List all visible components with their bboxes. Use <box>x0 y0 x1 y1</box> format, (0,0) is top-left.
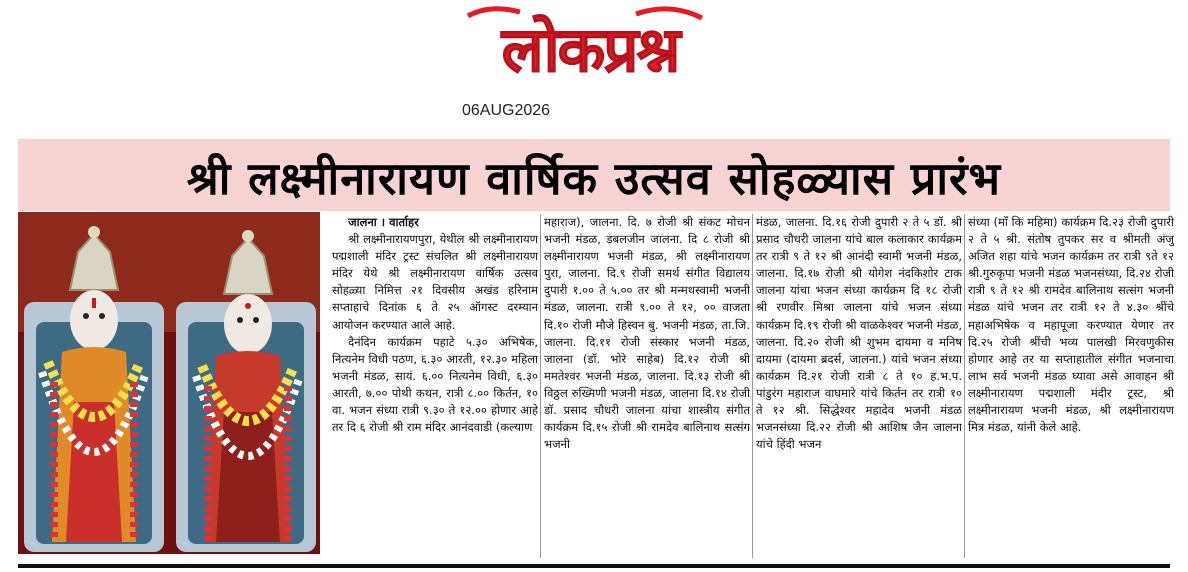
article-dateline: जालना । वार्ताहर <box>348 215 419 229</box>
article-paragraph: संध्या (माँ कि महिमा) कार्यक्रम दि.२३ रोजी दुपारी २ ते ५ श्री. संतोष तुपकर सर व श्रीमती अंजु अजित शहा यांचे भजन कार्यक्रम तर रात्री ९ते १२ श्री.गुरुकृपा भजनी मंडळ भजनसंध्या, दि.२४ रोजी रात्री ९ ते १२ श्री रामदेव बालिनाथ सत्संग भजनी मंडळ यांचे भजन तर रात्री १२ ते ४.३० श्रींचे महाअभिषेक व महापूजा करण्यात येणार तर दि.२५ रोजी श्रींची भव्य पालखी मिरवणुकीस होणार आहे तर या सप्ताहातील संगीत भजनाचा लाभ सर्व भजनी मंडळ घ्यावा असे आवाहन श्री लक्ष्मीनारायण पद्मशाली मंदीर ट्रस्ट, श्री लक्ष्मीनारायण भजनी मंडळ, श्री लक्ष्मीनारायण मित्र मंडळ, यांनी केले आहे. <box>968 215 1174 435</box>
newspaper-masthead <box>440 2 740 102</box>
deity-photo <box>18 212 320 554</box>
article-headline: श्री लक्ष्मीनारायण वार्षिक उत्सव सोहळ्यास प्रारंभ <box>186 152 1002 205</box>
column-divider <box>540 214 541 558</box>
article-body <box>332 214 1180 558</box>
page-bottom-rule <box>18 564 1170 568</box>
column-divider <box>752 214 753 558</box>
article-paragraph: महाराज), जालना. दि. ७ रोजी श्री संकट मोचन भजनी मंडळ, डबलजीन जालना. दि ८ रोजी श्री लक्ष्मीनारायण भजनी मंडळ, श्री लक्ष्मीनारायण पुरा, जालना. दि.९ रोजी समर्थ संगीत विद्यालय दुपारी १.०० ते ५.०० तर श्री मन्मथस्वामी भजनी मंडळ, जालना. रात्री ९.०० ते १२, ०० वाजता दि.१० रोजी मौजे हिस्वन बु. भजनी मंडळ, ता.जि. जालना. दि.११ रोजी संस्कार भजनी मंडळ, जालना (डॉ. भोरे साहेब) दि.१२ रोजी श्री ममतेश्वर भजनी मंडळ, जालना. दि.१३ रोजी श्री विठ्ठल रुख्मिणी भजनी मंडळ, जालना दि.१४ रोजी डॉ. प्रसाद चौधरी जालना यांचा शास्त्रीय संगीत कार्यक्रम दि.१५ रोजी श्री रामदेव बालिनाथ सत्संग भजनी <box>544 215 750 452</box>
article-column-1 <box>332 214 538 558</box>
column-divider <box>964 214 965 558</box>
article-paragraph: मंडळ, जालना. दि.१६ रोजी दुपारी २ ते ५ डॉ. श्री प्रसाद चौधरी जालना यांचे बाल कलाकार कार्यक्रम तर रात्री ९ ते १२ श्री आनंदी स्वामी भजनी मंडळ, जालना. दि.१७ रोजी श्री योगेश नंदकिशोर टाक जालना यांचा भजन संध्या कार्यक्रम दि १८ रोजी श्री रणवीर मिश्रा जालना यांचे भजन संध्या कार्यक्रम दि.१९ रोजी श्री वाळकेश्वर भजनी मंडळ, जालना. दि.२० रोजी श्री शुभम दायमा व मनिष दायमा (दायमा ब्रदर्स, जालना.) यांचे भजन संध्या कार्यक्रम दि.२१ रोजी रात्री ८ ते १० ह.भ.प. पांडुरंग महाराज वाघमारे यांचे किर्तन तर रात्री १० ते १२ श्री. सिद्धेश्वर महादेव भजनी मंडळ भजनसंध्या दि.२२ रोजी श्री आशिष जैन जालना यांचे हिंदी भजन <box>756 215 962 452</box>
article-column-4 <box>968 214 1174 558</box>
issue-date: 06AUG2026 <box>462 102 551 119</box>
article-paragraph: दैनंदिन कार्यक्रम पहाटे ५.३० अभिषेक, नित्यनेम विधी पठण, ६.३० आरती, १२.३० महिला भजनी मंडळ, सायं. ६.०० नित्यनेम विधी, ६.३० आरती, ७.०० पोथी कथन, रात्री ८.०० किर्तन, १० वा. भजन संध्या रात्री ९.३० ते १२.०० होणार आहे तर दि ६ रोजी श्री राम मंदिर आनंदवाडी (कल्याण <box>332 334 538 435</box>
masthead-title: लोकप्रश्न <box>501 13 679 86</box>
article-paragraph: श्री लक्ष्मीनारायणपुरा, येथील श्री लक्ष्मीनारायण पद्मशाली मंदिर ट्रस्ट संचलित श्री लक्ष्मीनारायण मंदिर येथे श्री लक्ष्मीनारायण वार्षिक उत्सव सोहळ्या निमित्त २१ दिवसीय अखंड हरिनाम सप्ताहाचे दिनांक ६ ते २५ ऑगस्ट दरम्यान आयोजन करण्यात आले आहे. <box>332 232 538 332</box>
article-column-2 <box>544 214 750 558</box>
article-column-3 <box>756 214 962 558</box>
